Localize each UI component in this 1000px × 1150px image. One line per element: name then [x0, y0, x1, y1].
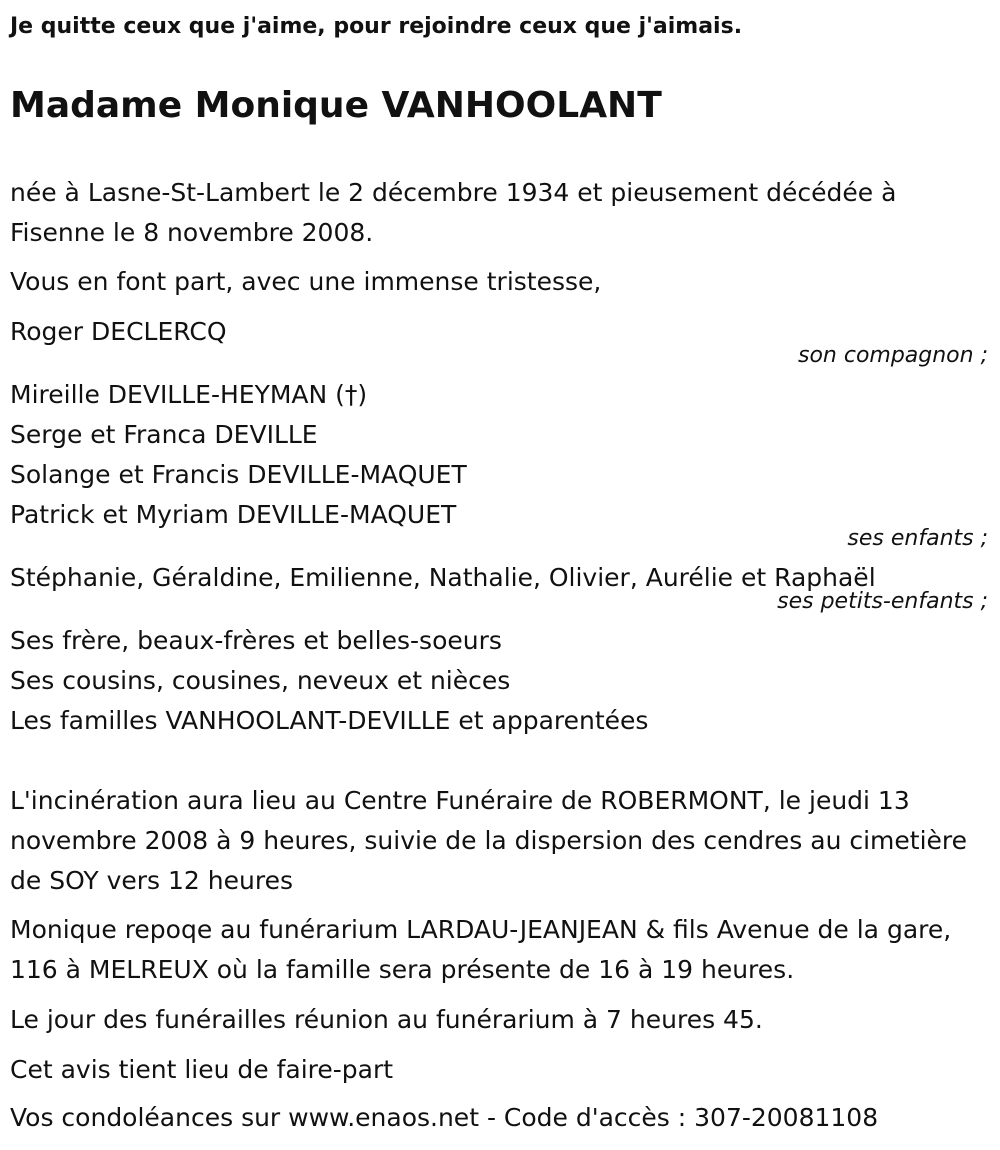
other-relatives-line: Ses frère, beaux-frères et belles-soeurs [10, 626, 502, 655]
grandchildren-names: Stéphanie, Géraldine, Emilienne, Nathalie, Olivier, Aurélie et Raphaël [10, 563, 876, 592]
meeting-text: Le jour des funérailles réunion au funérarium à 7 heures 45. [10, 1005, 763, 1034]
notice-text: Cet avis tient lieu de faire-part [10, 1055, 394, 1084]
child-name: Mireille DEVILLE-HEYMAN (†) [10, 380, 368, 409]
condolences-text: Vos condoléances sur www.enaos.net - Code d'accès : 307-20081108 [10, 1103, 879, 1132]
other-relatives-line: Les familles VANHOOLANT-DEVILLE et apparentées [10, 706, 649, 735]
companion-role: son compagnon ; [797, 343, 988, 368]
child-name: Serge et Franca DEVILLE [10, 420, 318, 449]
cremation-text: L'incinération aura lieu au Centre Funéraire de ROBERMONT, le jeudi 13 novembre 2008 à 9 heures, suivie de la dispersion des cendres au cimetière de SOY vers 12 heures [10, 786, 968, 895]
children-role: ses enfants ; [847, 526, 988, 551]
other-relatives-line: Ses cousins, cousines, neveux et nièces [10, 666, 511, 695]
birth-death-text: née à Lasne-St-Lambert le 2 décembre 1934 et pieusement décédée à Fisenne le 8 novembre 2008. [10, 178, 897, 247]
companion-name: Roger DECLERCQ [10, 317, 227, 346]
child-name: Solange et Francis DEVILLE-MAQUET [10, 460, 467, 489]
deceased-name: Madame Monique VANHOOLANT [10, 85, 662, 126]
announcement-text: Vous en font part, avec une immense tristesse, [10, 267, 602, 296]
epitaph-quote: Je quitte ceux que j'aime, pour rejoindre ceux que j'aimais. [10, 14, 743, 39]
funerarium-text: Monique repoqe au funérarium LARDAU-JEANJEAN & fils Avenue de la gare, 116 à MELREUX où la famille sera présente de 16 à 19 heures. [10, 915, 952, 984]
child-name: Patrick et Myriam DEVILLE-MAQUET [10, 500, 457, 529]
grandchildren-role: ses petits-enfants ; [777, 589, 988, 614]
